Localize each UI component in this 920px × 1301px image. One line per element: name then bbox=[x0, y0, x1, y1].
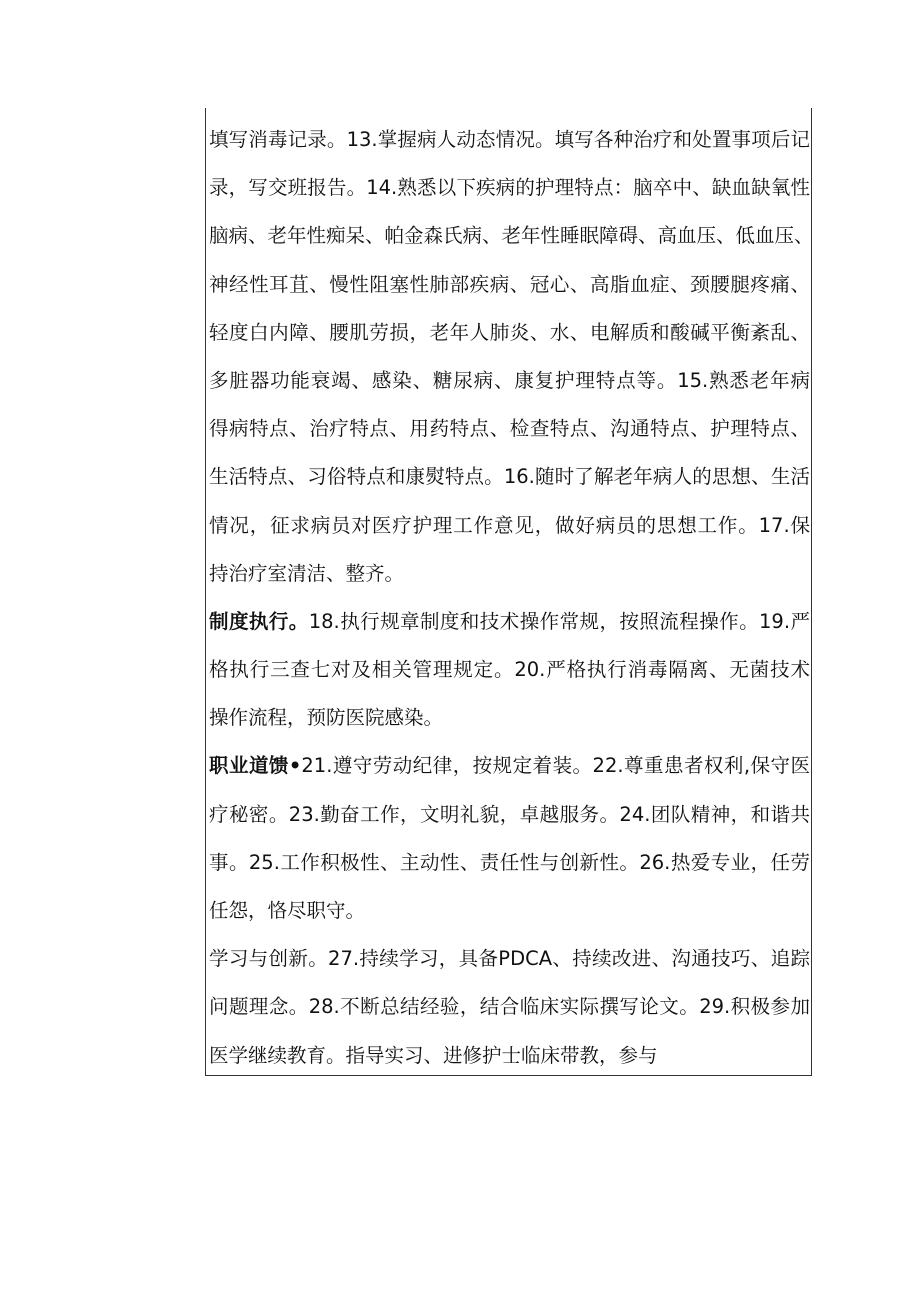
text-line bbox=[209, 742, 810, 790]
text-line bbox=[209, 453, 810, 501]
line-text: 疗秘密。23.勤奋工作，文明礼貌，卓越服务。24.团队精神，和谐共 bbox=[209, 802, 810, 826]
line-text: 21.遵守劳动纪律，按规定着装。22.尊重患者权利,保守医 bbox=[301, 754, 810, 778]
section-heading: 制度执行。 bbox=[209, 609, 309, 633]
line-text: 情况，征求病员对医疗护理工作意见，做好病员的思想工作。17.保 bbox=[209, 513, 810, 537]
line-text: 学习与创新。27.持续学习，具备PDCA、持续改进、沟通技巧、追踪 bbox=[209, 947, 810, 971]
line-text: 18.执行规章制度和技术操作常规，按照流程操作。19.严 bbox=[308, 609, 810, 633]
text-line bbox=[209, 502, 810, 550]
text-line bbox=[209, 357, 810, 405]
line-text: 生活特点、习俗特点和康熨特点。16.随时了解老年病人的思想、生活 bbox=[209, 465, 810, 489]
line-text: 多脏器功能衰竭、感染、糖尿病、康复护理特点等。15.熟悉老年病 bbox=[209, 368, 810, 392]
line-text: 事。25.工作积极性、主动性、责任性与创新性。26.热爱专业，任劳 bbox=[209, 850, 810, 874]
text-line bbox=[209, 550, 810, 598]
line-text: 医学继续教育。指导实习、进修护士临床带教，参与 bbox=[209, 1043, 658, 1067]
text-line bbox=[209, 309, 810, 357]
line-text: 神经性耳苴、慢性阻塞性肺部疾病、冠心、高脂血症、颈腰腿疼痛、 bbox=[209, 272, 810, 296]
text-line bbox=[209, 1032, 810, 1080]
text-line bbox=[209, 164, 810, 212]
line-text: 格执行三查七对及相关管理规定。20.严格执行消毒隔离、无菌技术 bbox=[209, 658, 810, 682]
text-line bbox=[209, 983, 810, 1031]
section-heading: 职业道馈• bbox=[209, 754, 302, 778]
text-line bbox=[209, 791, 810, 839]
text-line bbox=[209, 646, 810, 694]
text-line bbox=[209, 694, 810, 742]
text-line bbox=[209, 116, 810, 164]
line-text: 持治疗室清洁、整齐。 bbox=[209, 561, 405, 585]
line-text: 轻度白内障、腰肌劳损，老年人肺炎、水、电解质和酸碱平衡紊乱、 bbox=[209, 320, 810, 344]
line-text: 填写消毒记录。13.掌握病人动态情况。填写各种治疗和处置事项后记 bbox=[209, 128, 810, 151]
table-cell-frame bbox=[205, 108, 812, 1076]
text-line bbox=[209, 839, 810, 887]
text-line bbox=[209, 935, 810, 983]
text-line bbox=[209, 405, 810, 453]
line-text: 脑病、老年性痴呆、帕金森氏病、老年性睡眠障碍、高血压、低血压、 bbox=[209, 224, 814, 248]
document-body bbox=[209, 116, 814, 1080]
line-text: 得病特点、治疗特点、用药特点、检查特点、沟通特点、护理特点、 bbox=[209, 417, 810, 441]
line-text: 操作流程，预防医院感染。 bbox=[209, 706, 444, 730]
text-line bbox=[209, 261, 810, 309]
text-line bbox=[209, 212, 814, 260]
line-text: 录，写交班报告。14.熟悉以下疾病的护理特点：脑卒中、缺血缺氧性 bbox=[209, 176, 810, 200]
line-text: 问题理念。28.不断总结经验，结合临床实际撰写论文。29.积极参加 bbox=[209, 995, 810, 1019]
text-line bbox=[209, 887, 810, 935]
line-text: 任怨，恪尽职守。 bbox=[209, 899, 366, 922]
text-line bbox=[209, 598, 810, 646]
